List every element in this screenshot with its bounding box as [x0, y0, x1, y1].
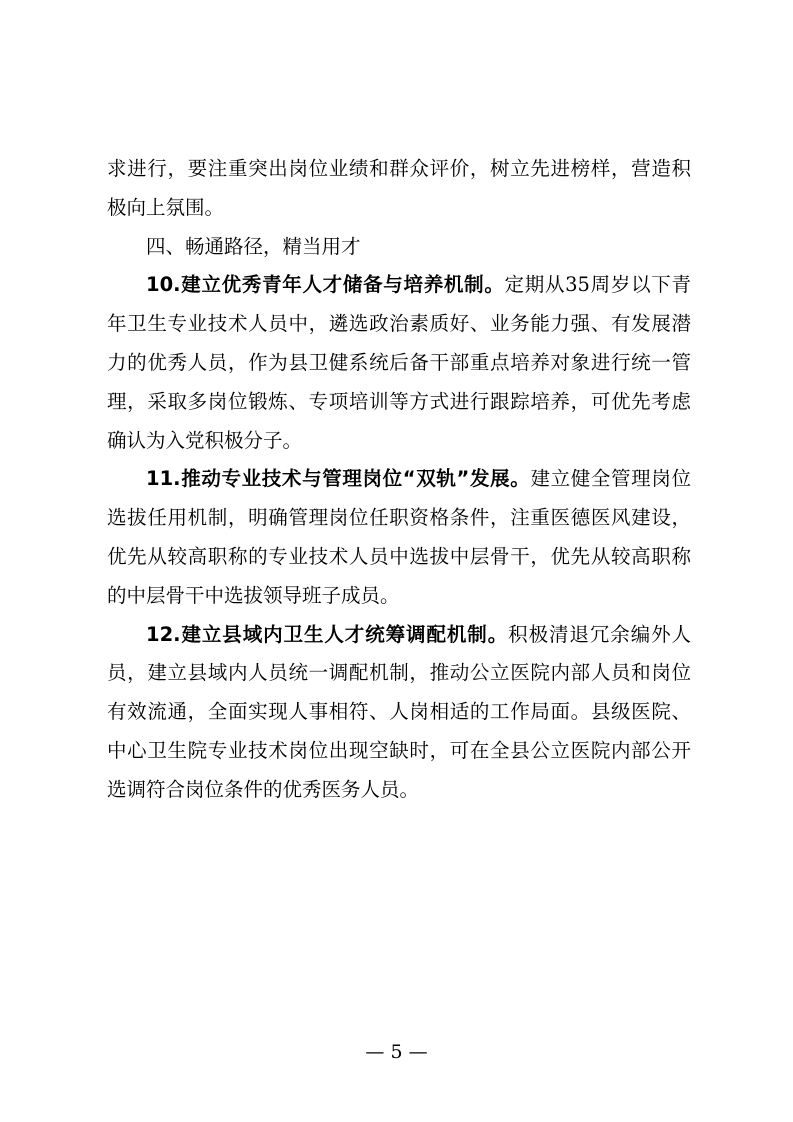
item-text-10: 定期从35周岁以下青年卫生专业技术人员中，遴选政治素质好、业务能力强、有发展潜力的优秀人员，作为县卫健系统后备干部重点培养对象进行统一管理，采取多岗位锻炼、专项培训等方式进行跟踪培养，可优先考虑确认为入党积极分子。	[107, 273, 691, 452]
item-lead-10: 10.建立优秀青年人才储备与培养机制。	[146, 273, 505, 297]
item-paragraph-11	[107, 460, 691, 615]
page-number: — 5 —	[365, 1041, 428, 1063]
item-lead-12: 12.建立县域内卫生人才统筹调配机制。	[146, 622, 509, 646]
item-text-11: 建立健全管理岗位选拔任用机制，明确管理岗位任职资格条件，注重医德医风建设，优先从较高职称的专业技术人员中选拔中层骨干，优先从较高职称的中层骨干中选拔领导班子成员。	[107, 467, 691, 607]
item-paragraph-12	[107, 616, 691, 810]
item-text-12: 积极清退冗余编外人员，建立县域内人员统一调配机制，推动公立医院内部人员和岗位有效流通，全面实现人事相符、人岗相适的工作局面。县级医院、中心卫生院专业技术岗位出现空缺时，可在全县公立医院内部公开选调符合岗位条件的优秀医务人员。	[107, 622, 691, 801]
document-body	[107, 150, 691, 810]
item-lead-11: 11.推动专业技术与管理岗位“双轨”发展。	[146, 467, 531, 491]
section-heading: 四、畅通路径，精当用才	[146, 234, 361, 258]
continuation-paragraph: 求进行，要注重突出岗位业绩和群众评价，树立先进榜样，营造积极向上氛围。	[107, 157, 691, 219]
item-paragraph-10	[107, 266, 691, 460]
